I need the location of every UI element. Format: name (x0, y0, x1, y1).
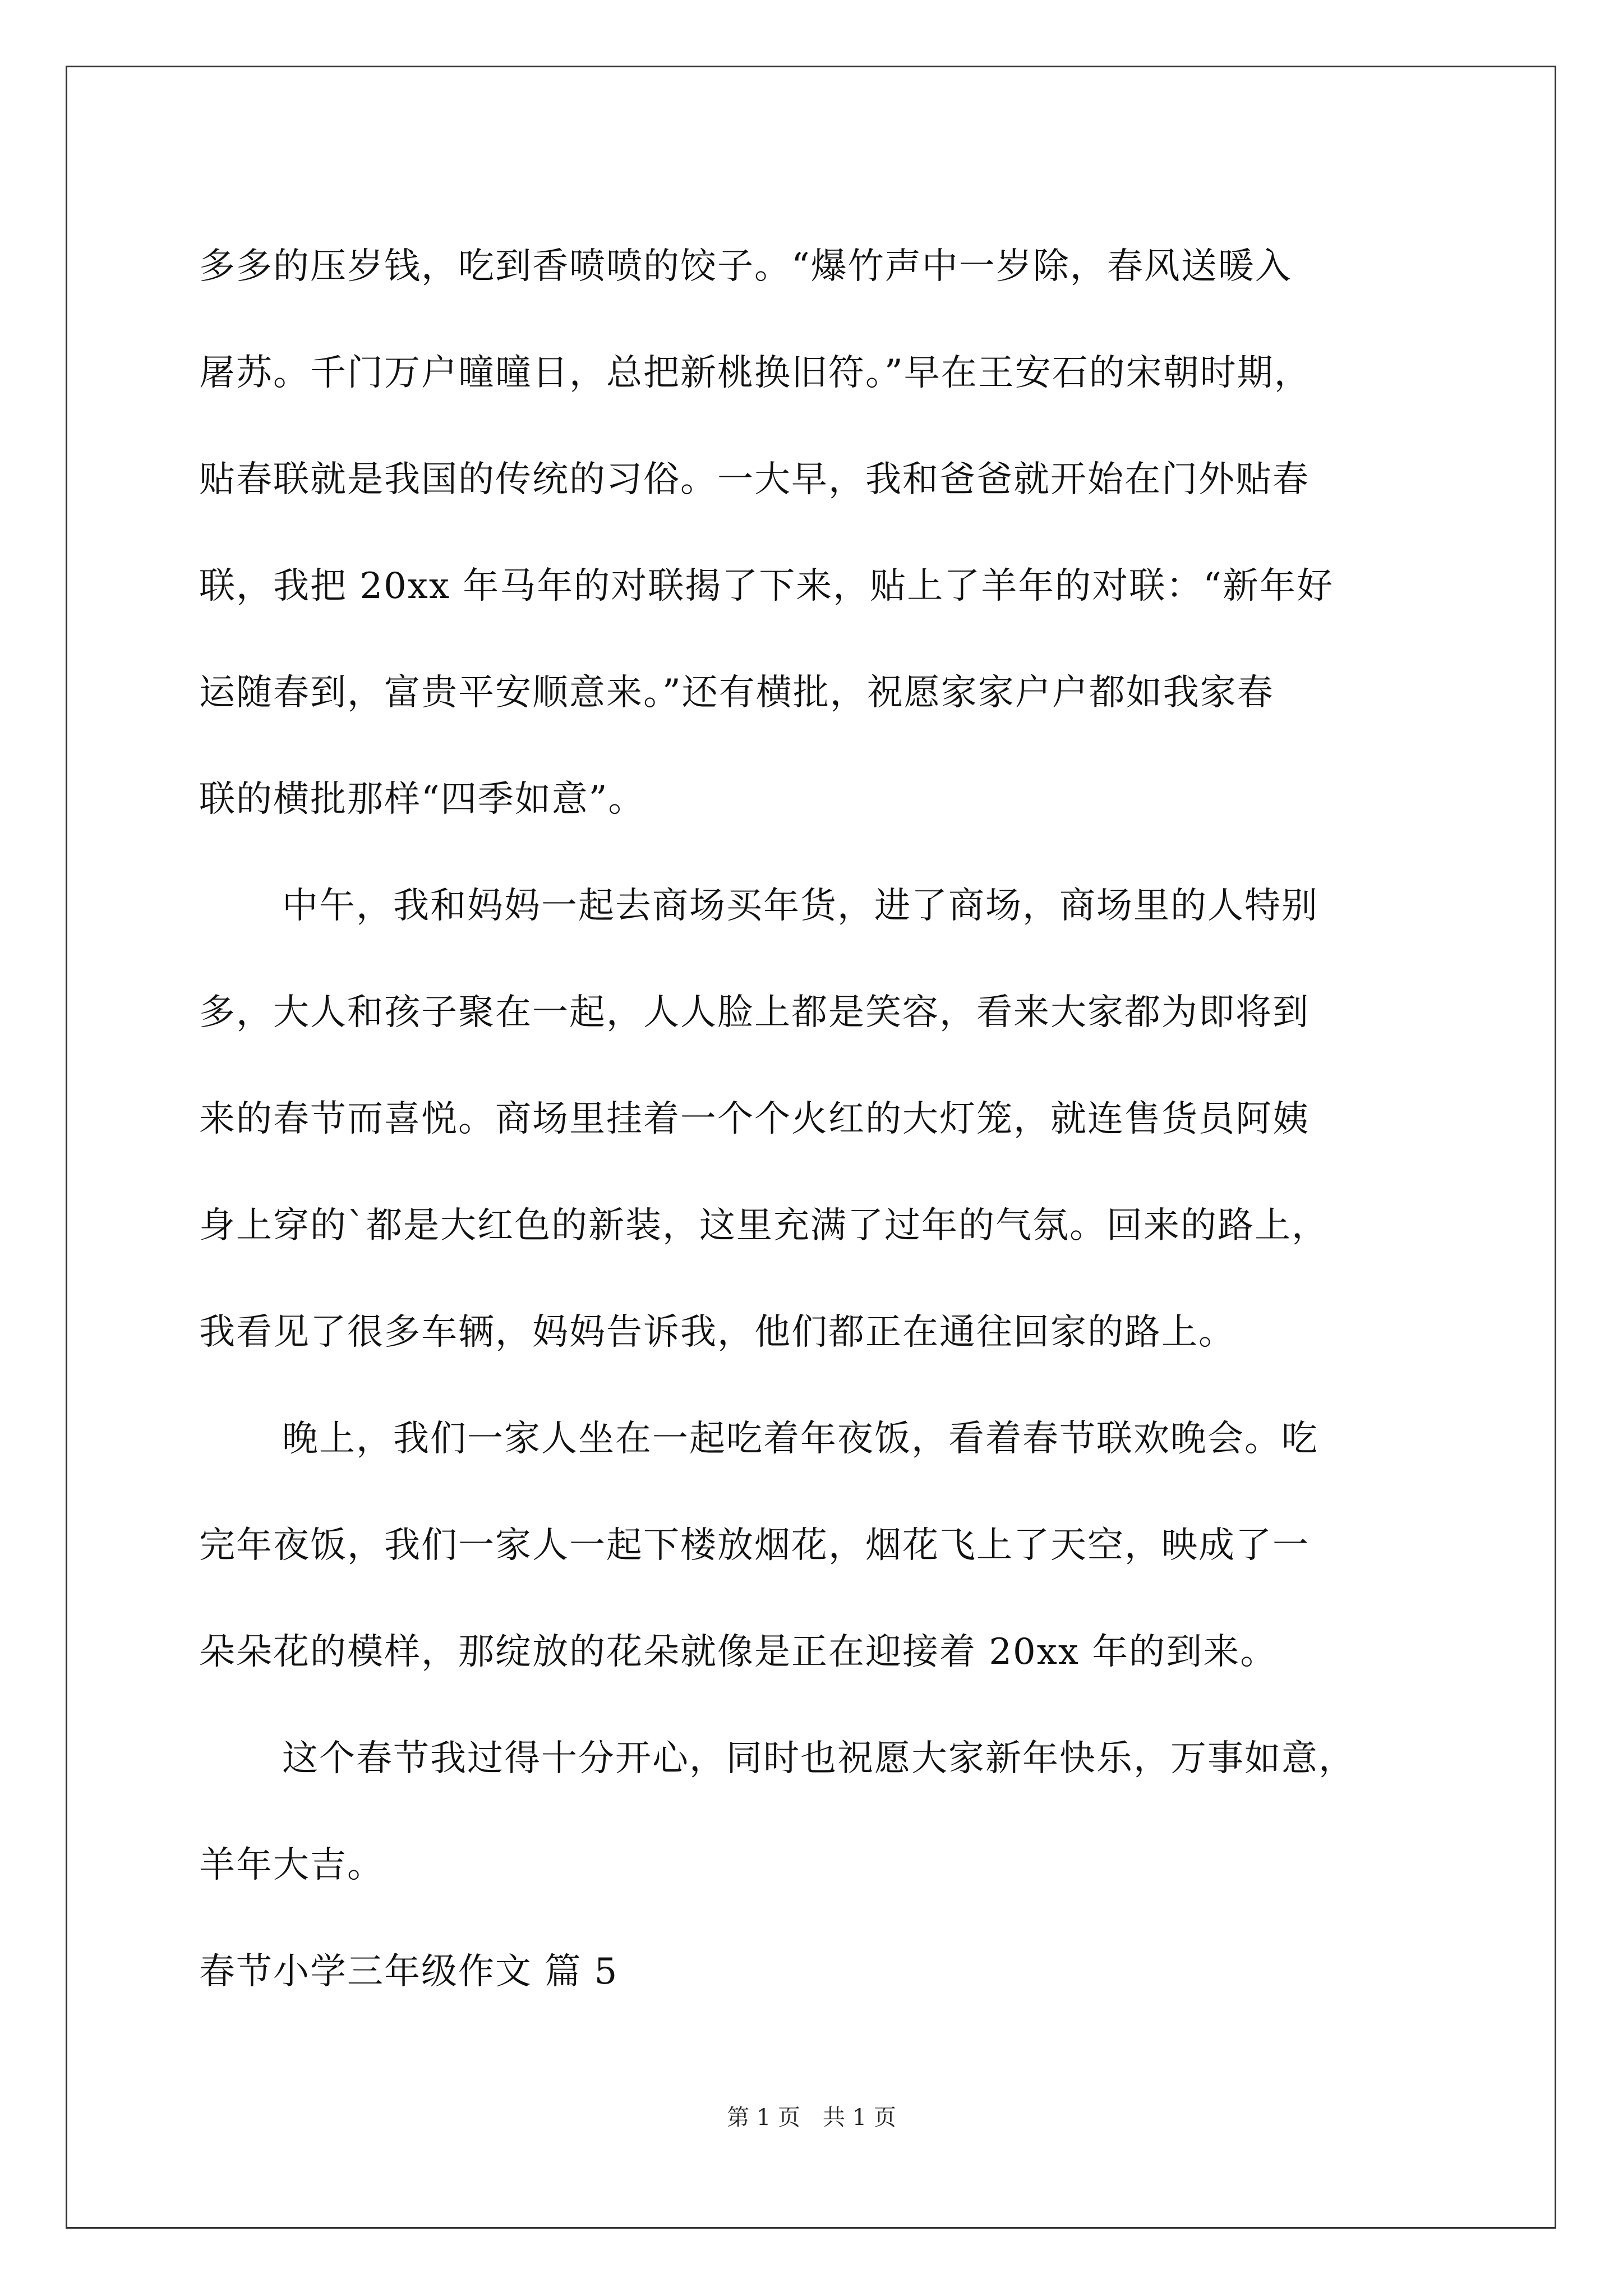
text-line: 我看见了很多车辆，妈妈告诉我，他们都正在通往回家的路上。 (199, 1312, 1235, 1353)
text-line: 屠苏。千门万户曈曈日，总把新桃换旧符。”早在王安石的宋朝时期， (199, 352, 1311, 394)
text-line: 联的横批那样“四季如意”。 (199, 779, 645, 820)
text-line: 朵朵花的模样，那绽放的花朵就像是正在迎接着 20xx 年的到来。 (199, 1631, 1278, 1673)
text-line: 联，我把 20xx 年马年的对联揭了下来，贴上了羊年的对联：“新年好 (199, 565, 1334, 607)
text-line: 身上穿的`都是大红色的新装，这里充满了过年的气氛。回来的路上， (199, 1205, 1329, 1246)
paragraph-2 (199, 853, 1433, 1386)
text-line: 中午，我和妈妈一起去商场买年货，进了商场，商场里的人特别 (282, 885, 1318, 927)
paragraph-1 (199, 213, 1433, 853)
text-line: 来的春节而喜悦。商场里挂着一个个火红的大灯笼，就连售货员阿姨 (199, 1098, 1310, 1140)
document-body (199, 213, 1433, 2025)
text-line: 完年夜饭，我们一家人一起下楼放烟花，烟花飞上了天空，映成了一 (199, 1525, 1310, 1566)
text-line: 贴春联就是我国的传统的习俗。一大早，我和爸爸就开始在门外贴春 (199, 459, 1310, 500)
paragraph-3 (199, 1386, 1433, 1705)
section-title: 春节小学三年级作文 篇 5 (199, 1951, 619, 1993)
page-footer: 第 1 页 共 1 页 (727, 2105, 896, 2131)
text-line: 这个春节我过得十分开心，同时也祝愿大家新年快乐，万事如意， (282, 1738, 1355, 1779)
text-line: 多多的压岁钱，吃到香喷喷的饺子。“爆竹声中一岁除，春风送暖入 (199, 246, 1292, 287)
text-line: 运随春到，富贵平安顺意来。”还有横批，祝愿家家户户都如我家春 (199, 672, 1274, 714)
text-line: 羊年大吉。 (199, 1844, 384, 1886)
text-line: 晚上，我们一家人坐在一起吃着年夜饭，看着春节联欢晚会。吃 (282, 1418, 1318, 1460)
paragraph-4 (199, 1705, 1433, 1918)
text-line: 多，大人和孩子聚在一起，人人脸上都是笑容，看来大家都为即将到 (199, 992, 1310, 1033)
